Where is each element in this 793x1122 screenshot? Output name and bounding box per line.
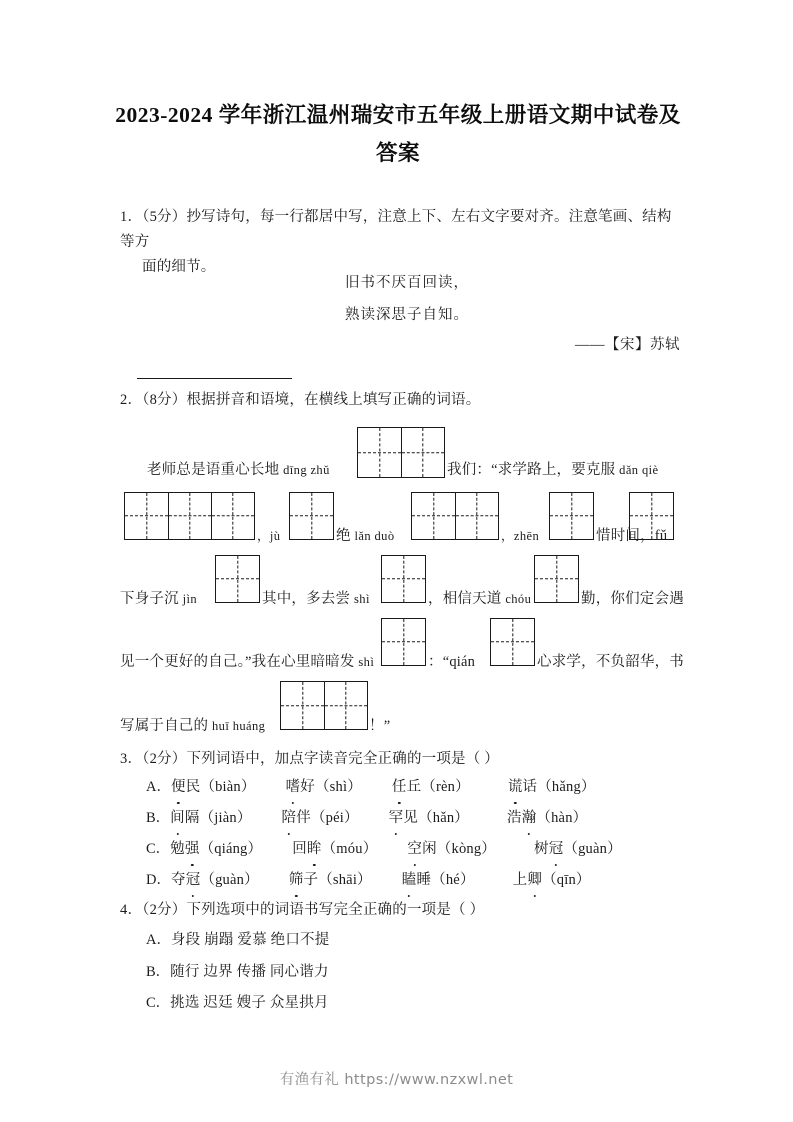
question-2-line-4-part-a [120,650,374,675]
writing-grid-1cell-7[interactable] [381,618,426,666]
option-word-pinyin: （biàn） [200,779,256,795]
question-3-option-item [402,868,475,892]
option-word-plain: 伴 [296,810,311,826]
q2-line1-text-b: 我们：“求学路上，要克服 [447,462,616,478]
option-word-plain: 丘 [406,779,422,795]
q2-line2-text-a: ，jù [257,529,281,543]
question-3-option-item [389,806,469,830]
question-3-option-item [513,868,591,892]
question-2-line-4-part-c [537,650,684,675]
option-word-plain: 见 [403,810,419,826]
writing-grid-cell[interactable] [216,556,259,602]
question-4-option-c-text: 挑选 迟廷 嫂子 众星拱月 [170,995,329,1011]
writing-grid-cell[interactable] [491,619,534,665]
question-3-option-item [171,775,256,799]
writing-grid-cell[interactable] [358,428,401,477]
option-word-dotted: 瞌 [402,868,417,892]
q2-line3-text-b: 其中，多去尝 [262,591,351,607]
question-3-option-item [534,837,622,861]
question-4-option-a[interactable] [146,928,329,952]
q2-line3-text-d: 勤，你们定会遇 [581,591,684,607]
question-3-option-label: C． [146,841,171,857]
option-word-pinyin: （móu） [321,841,378,857]
question-2-line-5-part-a [120,714,265,739]
option-word-dotted: 强 [185,837,200,861]
option-word-dotted: 任 [392,775,407,799]
option-word-pinyin: （shāi） [318,872,372,888]
q2-line4-text-b: ：“qián [428,654,476,670]
writing-grid-cell[interactable] [290,493,333,539]
q2-line1-text-a: 老师总是语重心长地 [147,462,280,478]
question-3-option-item [170,806,251,830]
question-4-option-b-label: B． [146,964,171,980]
q2-line3-pinyin-chou: chóu [505,592,532,606]
poem-line-2: 熟读深思子自知。 [345,307,469,323]
question-4-option-b-text: 随行 边界 传播 同心谐力 [170,964,329,980]
question-2-line-3-part-c [428,587,531,612]
poem-attribution: ——【宋】苏轼 [575,337,680,353]
question-3-option-item [289,868,372,892]
question-3-option-item [170,837,262,861]
option-word-pinyin: （hǎn） [418,810,469,826]
writing-grid-2cell-2[interactable] [411,492,499,540]
option-word-dotted: 嗜 [286,775,301,799]
question-2-line-3-part-d [581,587,684,612]
question-4-option-a-text: 身段 崩蹋 爱慕 绝口不提 [170,932,330,948]
writing-grid-1cell-8[interactable] [490,618,535,666]
option-word-dotted: 陪 [282,806,297,830]
option-word-dotted: 筛 [289,868,304,892]
question-3-option-a[interactable] [146,775,596,799]
question-3-option-item [171,868,259,892]
question-3-option-label: D． [146,872,171,888]
question-4-option-c[interactable] [146,991,329,1015]
question-3-option-item [508,775,596,799]
option-word-pinyin: （shì） [314,779,362,795]
writing-grid-cell[interactable] [401,428,444,477]
writing-grid-3cell-1[interactable] [124,492,255,540]
question-3-option-item [286,775,362,799]
option-word-plain: 子 [303,872,319,888]
footer-watermark: 有渔有礼 https://www.nzxwl.net [279,1072,514,1088]
option-word-plain: 夺 [170,872,186,888]
question-3-option-item [292,837,377,861]
writing-grid-2cell-3[interactable] [280,681,368,730]
question-2-line-3-part-b [262,587,370,612]
question-4-option-c-label: C． [146,995,171,1011]
option-word-pinyin: （kòng） [436,841,496,857]
writing-grid-2cell-1[interactable] [357,427,445,478]
option-word-dotted: 冠 [186,868,201,892]
question-2-line-2-part-a [257,524,280,549]
question-3-stem: 3．（2分）下列词语中，加点字读音完全正确的一项是（ ） [120,751,499,767]
option-word-dotted: 眸 [307,837,322,861]
writing-grid-1cell-4[interactable] [215,555,260,603]
question-3-option-label: B． [146,810,171,826]
option-word-dotted: 谎 [508,775,523,799]
question-1-stem-line-1: 1．（5分）抄写诗句，每一行都居中写，注意上下、左右文字要对齐。注意笔画、结构等方 [120,209,672,250]
writing-grid-1cell-2[interactable] [549,492,594,540]
q2-line5-pinyin-huihuang: huī huáng [212,719,266,733]
option-word-pinyin: （hé） [431,872,475,888]
question-3-option-item [282,806,359,830]
question-2-line-5-part-b [369,714,390,739]
question-2-line-1-part-a [147,458,330,483]
option-word-plain: 隔 [184,810,200,826]
option-word-plain: 勉 [170,841,185,857]
question-2-line-3-part-a [120,587,197,612]
option-word-plain: 睡 [416,872,432,888]
question-2-line-2-part-b [336,524,394,549]
option-word-pinyin: （rèn） [421,779,470,795]
writing-grid-cell[interactable] [125,493,168,539]
q2-line4-pinyin-shi: shì [358,655,375,669]
option-word-plain: 民 [185,779,201,795]
writing-grid-cell[interactable] [281,682,324,729]
question-4-option-a-label: A． [146,932,171,948]
option-word-pinyin: （hǎng） [537,779,596,795]
option-word-dotted: 卿 [527,868,542,892]
q2-line4-text-c: 心求学，不负韶华，书 [537,654,684,670]
option-word-plain: 树 [534,841,549,857]
option-word-dotted: 间 [170,806,185,830]
q2-line2-text-c: ，zhēn [501,529,540,543]
option-word-plain: 好 [300,779,315,795]
option-word-pinyin: （qīn） [542,872,591,888]
q2-line4-text-a: 见一个更好的自己。”我在心里暗暗发 [120,654,355,670]
question-3-option-d[interactable] [146,868,591,892]
question-2-line-2-part-c [501,524,539,549]
writing-grid-1cell-5[interactable] [381,555,426,603]
writing-grid-cell[interactable] [211,493,254,539]
option-word-plain: 话 [522,779,538,795]
writing-grid-1cell-1[interactable] [289,492,334,540]
q2-line2-text-d: 惜时间，fǔ [596,528,668,544]
question-3-option-b[interactable] [146,806,587,830]
poem-line-1: 旧书不厌百回读， [345,275,469,291]
writing-grid-1cell-6[interactable] [534,555,579,603]
option-word-plain: 回 [292,841,307,857]
q2-line3-pinyin-jin: jìn [182,592,198,606]
question-3-option-label: A． [146,779,171,795]
writing-grid-cell[interactable] [630,493,673,539]
option-word-pinyin: （péi） [310,810,359,826]
question-2-stem: 2．（8分）根据拼音和语境，在横线上填写正确的词语。 [120,392,481,408]
q2-line2-text-b: 绝 [336,528,351,544]
page-title: 2023-2024 学年浙江温州瑞安市五年级上册语文期中试卷及答案 [115,103,681,165]
option-word-pinyin: （qiáng） [199,841,263,857]
writing-grid-cell[interactable] [550,493,593,539]
question-3-option-item [392,775,470,799]
question-3-option-c[interactable] [146,837,622,861]
question-2-line-1-part-b [447,458,658,483]
option-word-dotted: 罕 [389,806,404,830]
q2-line3-text-a: 下身子沉 [120,591,179,607]
question-2-line-4-part-b [428,650,475,675]
answer-rule-divider [137,378,292,379]
question-4-stem: 4．（2分）下列选项中的词语书写完全正确的一项是（ ） [120,902,485,918]
option-word-pinyin: （guàn） [563,841,622,857]
q2-line3-pinyin-shi: shì [354,592,370,606]
q2-line5-text-a: 写属于自己的 [120,718,209,734]
writing-grid-1cell-3[interactable] [629,492,674,540]
q2-line1-pinyin-dingzhu: dīng zhǔ [283,463,330,477]
writing-grid-cell[interactable] [168,493,211,539]
option-word-plain: 上 [512,872,528,888]
option-word-dotted: 冠 [549,837,564,861]
q2-line2-pinyin-landuo: lǎn duò [354,529,395,543]
q2-line5-text-b: ！” [369,718,391,734]
option-word-dotted: 瀚 [522,806,537,830]
option-word-plain: 闲 [422,841,437,857]
option-word-dotted: 空 [407,837,422,861]
writing-grid-cell[interactable] [535,556,578,602]
q2-line1-pinyin-danqie: dǎn qiè [619,463,659,477]
option-word-pinyin: （guàn） [200,872,259,888]
question-1-stem-line-2: 面的细节。 [142,259,216,275]
question-4-option-b[interactable] [146,960,329,984]
option-word-pinyin: （jiàn） [199,810,252,826]
writing-grid-cell[interactable] [455,493,498,539]
question-3-option-item [507,806,587,830]
option-word-plain: 浩 [507,810,522,826]
writing-grid-cell[interactable] [412,493,455,539]
option-word-dotted: 便 [171,775,186,799]
question-1-stem [120,205,680,280]
writing-grid-cell[interactable] [382,619,425,665]
option-word-pinyin: （hàn） [536,810,588,826]
writing-grid-cell[interactable] [382,556,425,602]
writing-grid-cell[interactable] [324,682,367,729]
question-3-option-item [407,837,496,861]
q2-line3-text-c: ，相信天道 [428,591,502,607]
